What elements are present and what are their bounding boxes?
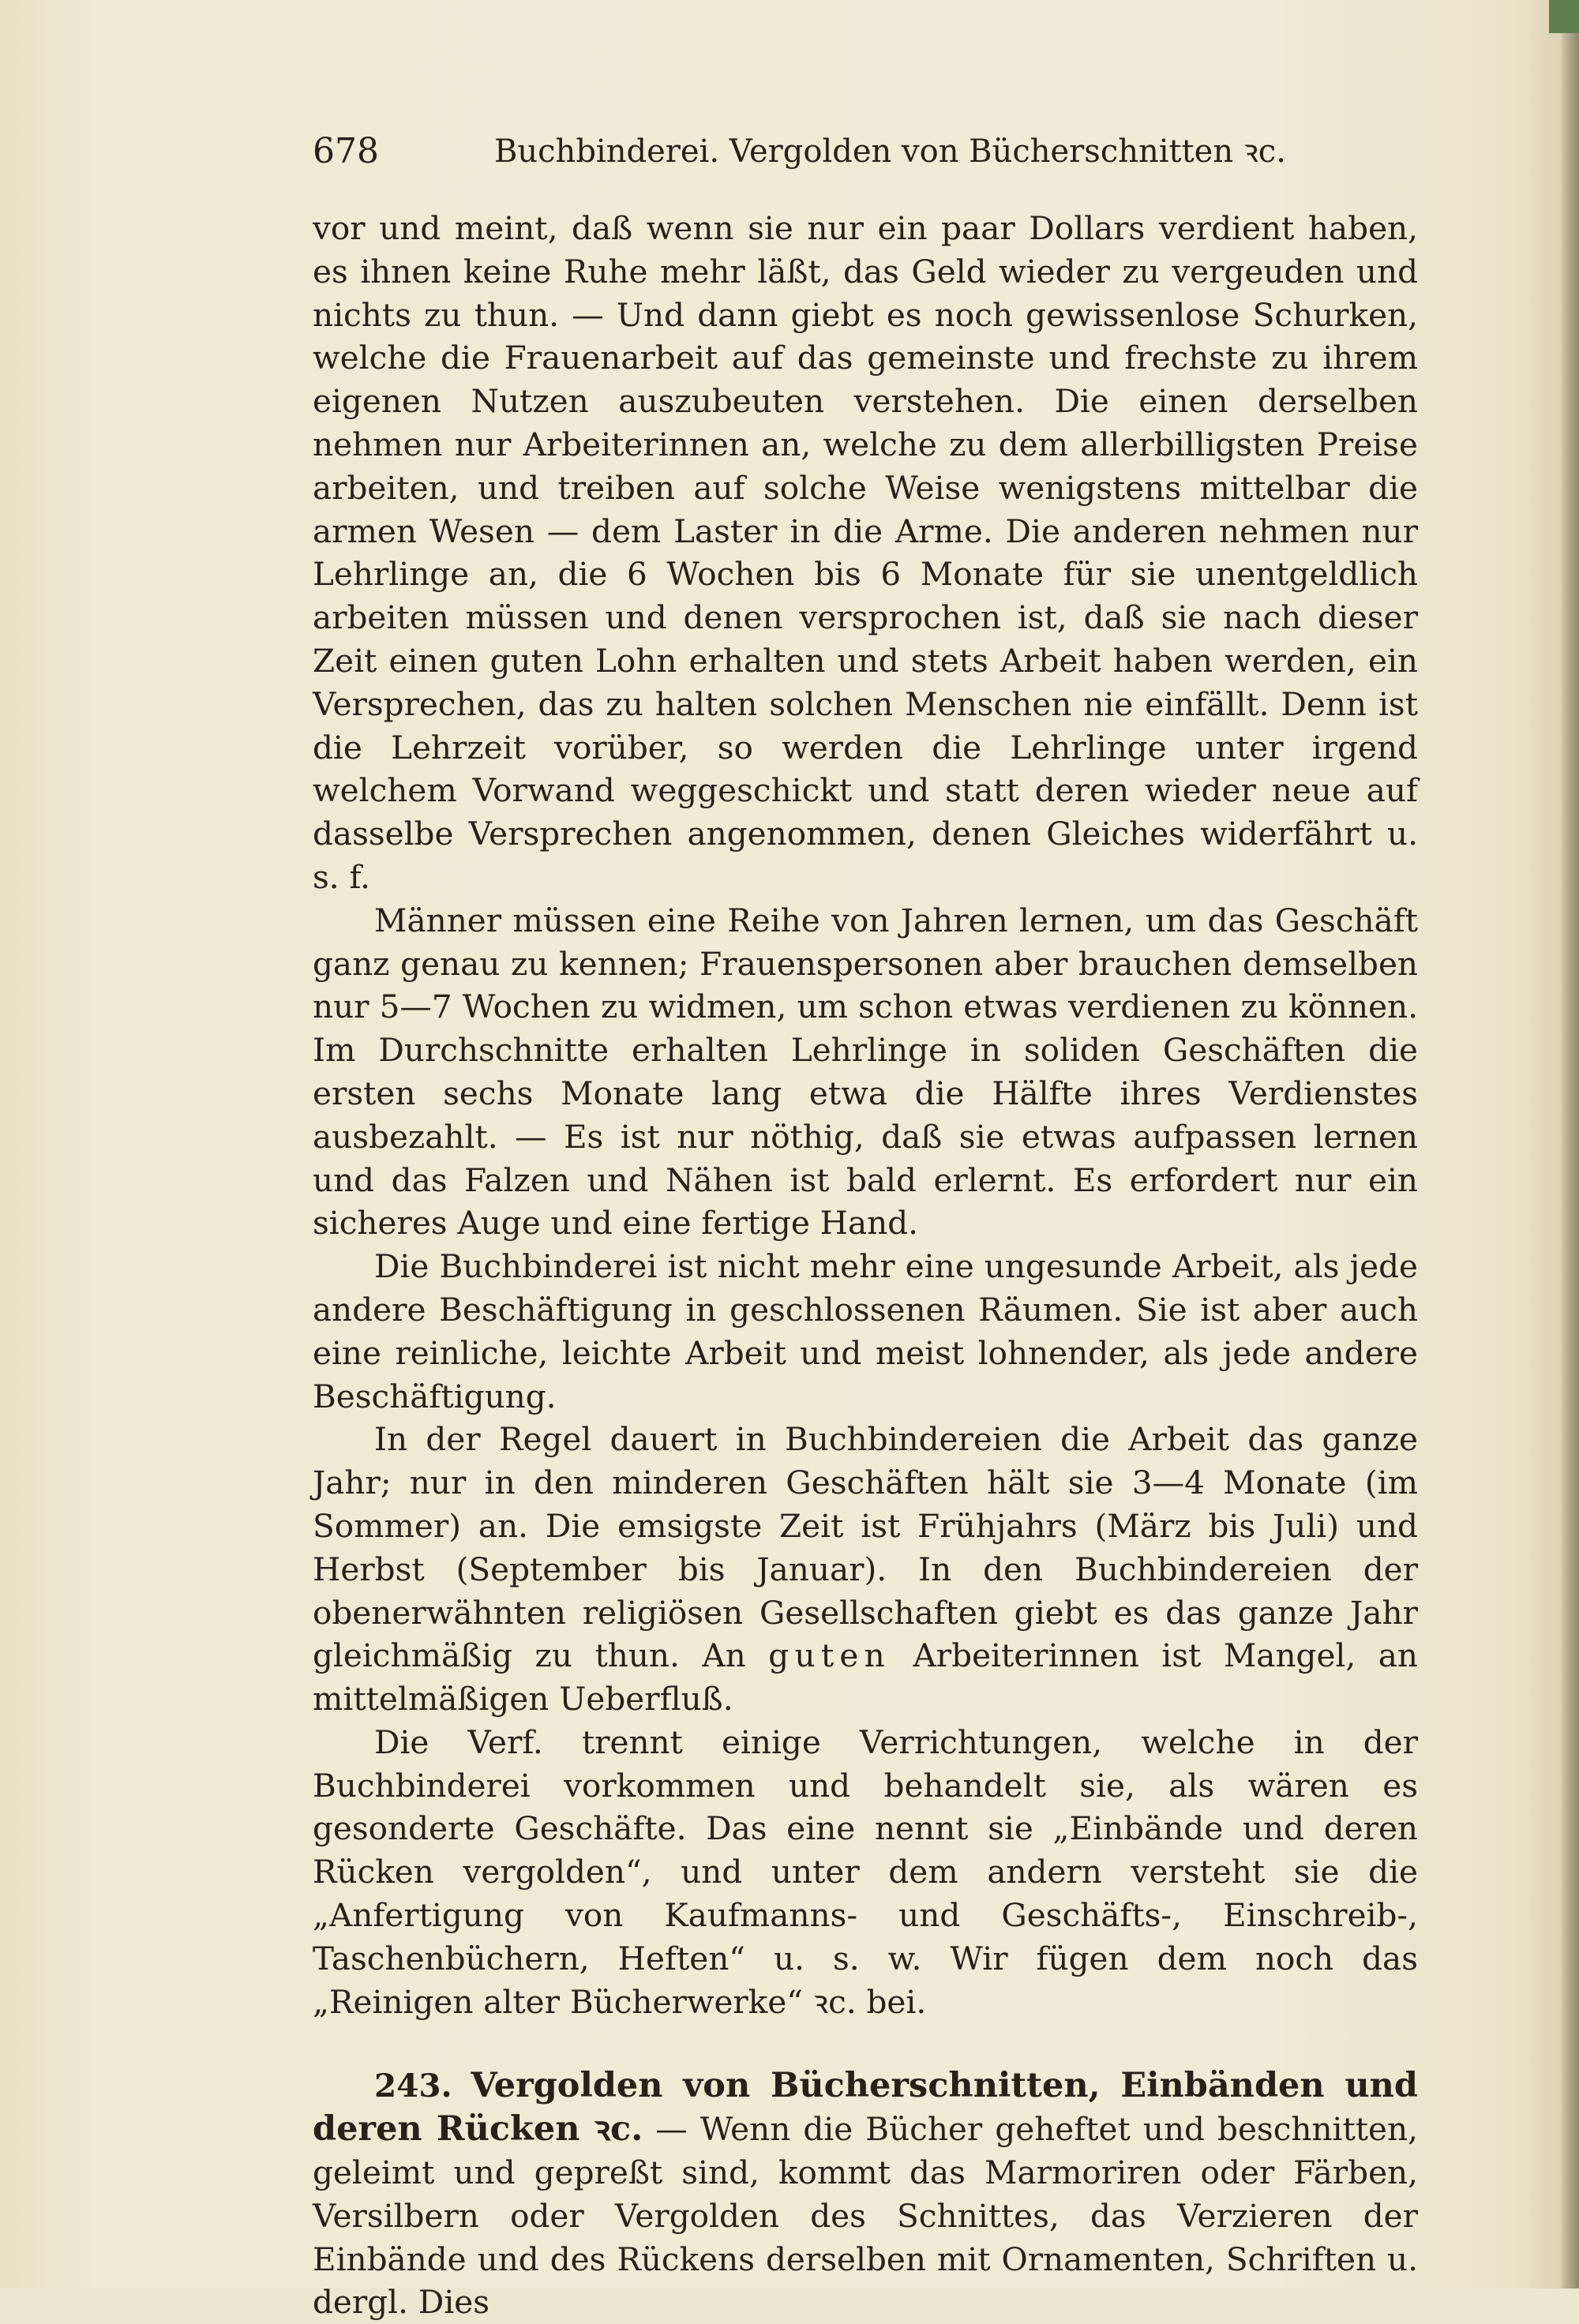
page-number: 678: [313, 131, 379, 171]
paragraph-4-text-b: Arbeiterinnen ist Mangel, an mittelmäßigen Ueberfluß.: [313, 1636, 1418, 1719]
paragraph-3: Die Buchbinderei ist nicht mehr eine ungesunde Arbeit, als jede andere Beschäftigung in geschlossenen Räumen. Sie ist aber auch eine reinliche, leichte Arbeit und meist lohnender, als jede andere Beschäftigung.: [313, 1247, 1418, 1415]
section-text: — Wenn die Bücher geheftet und beschnitten, geleimt und gepreßt sind, kommt das Marmoriren oder Färben, Versilbern oder Vergolden des Schnittes, das Verzieren der Einbände und des Rückens derselben mit Ornamenten, Schriften u. dergl. Dies: [313, 2110, 1418, 2322]
paragraph-2: Männer müssen eine Reihe von Jahren lernen, um das Geschäft ganz genau zu kennen; Frauenspersonen aber brauchen demselben nur 5—7 Wochen zu widmen, um schon etwas verdienen zu können. Im Durchschnitte erhalten Lehrlinge in soliden Geschäften die ersten sechs Monate lang etwa die Hälfte ihres Verdienstes ausbezahlt. — Es ist nur nöthig, daß sie etwas aufpassen lernen und das Falzen und Nähen ist bald erlernt. Es erfordert nur ein sicheres Auge und eine fertige Hand.: [313, 901, 1418, 1243]
emphasis-spaced: guten: [768, 1636, 891, 1675]
section-243: [313, 2064, 1418, 2324]
paragraph-4: [313, 1418, 1418, 1721]
page-body: [313, 207, 1418, 2324]
paragraph-5: Die Verf. trennt einige Verrichtungen, welche in der Buchbinderei vorkommen und behandelt sie, als wären es gesonderte Geschäfte. Das eine nennt sie „Einbände und deren Rücken vergolden“, und unter dem andern versteht sie die „Anfertigung von Kaufmanns- und Geschäfts-, Einschreib-, Taschenbüchern, Heften“ u. s. w. Wir fügen dem noch das „Reinigen alter Bücherwerke“ ꝛc. bei.: [313, 1722, 1418, 2021]
paragraph-1: vor und meint, daß wenn sie nur ein paar Dollars verdient haben, es ihnen keine Ruhe mehr läßt, das Geld wieder zu vergeuden und nichts zu thun. — Und dann giebt es noch gewissenlose Schurken, welche die Frauenarbeit auf das gemeinste und frechste zu ihrem eigenen Nutzen auszubeuten verstehen. Die einen derselben nehmen nur Arbeiterinnen an, welche zu dem allerbilligsten Preise arbeiten, und treiben auf solche Weise wenigstens mittelbar die armen Wesen — dem Laster in die Arme. Die anderen nehmen nur Lehrlinge an, die 6 Wochen bis 6 Monate für sie unentgeldlich arbeiten müssen und denen versprochen ist, daß sie nach dieser Zeit einen guten Lohn erhalten und stets Arbeit haben werden, ein Versprechen, das zu halten solchen Menschen nie einfällt. Denn ist die Lehrzeit vorüber, so werden die Lehrlinge unter irgend welchem Vorwand weggeschickt und statt deren wieder neue auf dasselbe Versprechen angenommen, denen Gleiches widerfährt u. s. f.: [313, 209, 1418, 896]
running-title: Buchbinderei. Vergolden von Bücherschnitten ꝛc.: [494, 133, 1286, 170]
page-header: [313, 128, 1418, 175]
page-edge: [1562, 0, 1579, 2288]
bookmark-tab: [1549, 0, 1579, 33]
paragraph-4-text-a: In der Regel dauert in Buchbindereien die Arbeit das ganze Jahr; nur in den minderen Geschäften hält sie 3—4 Monate (im Sommer) an. Die emsigste Zeit ist Frühjahrs (März bis Juli) und Herbst (September bis Januar). In den Buchbindereien der obenerwähnten religiösen Gesellschaften giebt es das ganze Jahr gleichmäßig zu thun. An: [313, 1420, 1418, 1675]
section-title: Vergolden von Bücherschnitten, Einbänden und deren Rücken ꝛc.: [313, 2066, 1418, 2150]
section-number: 243.: [374, 2067, 452, 2105]
